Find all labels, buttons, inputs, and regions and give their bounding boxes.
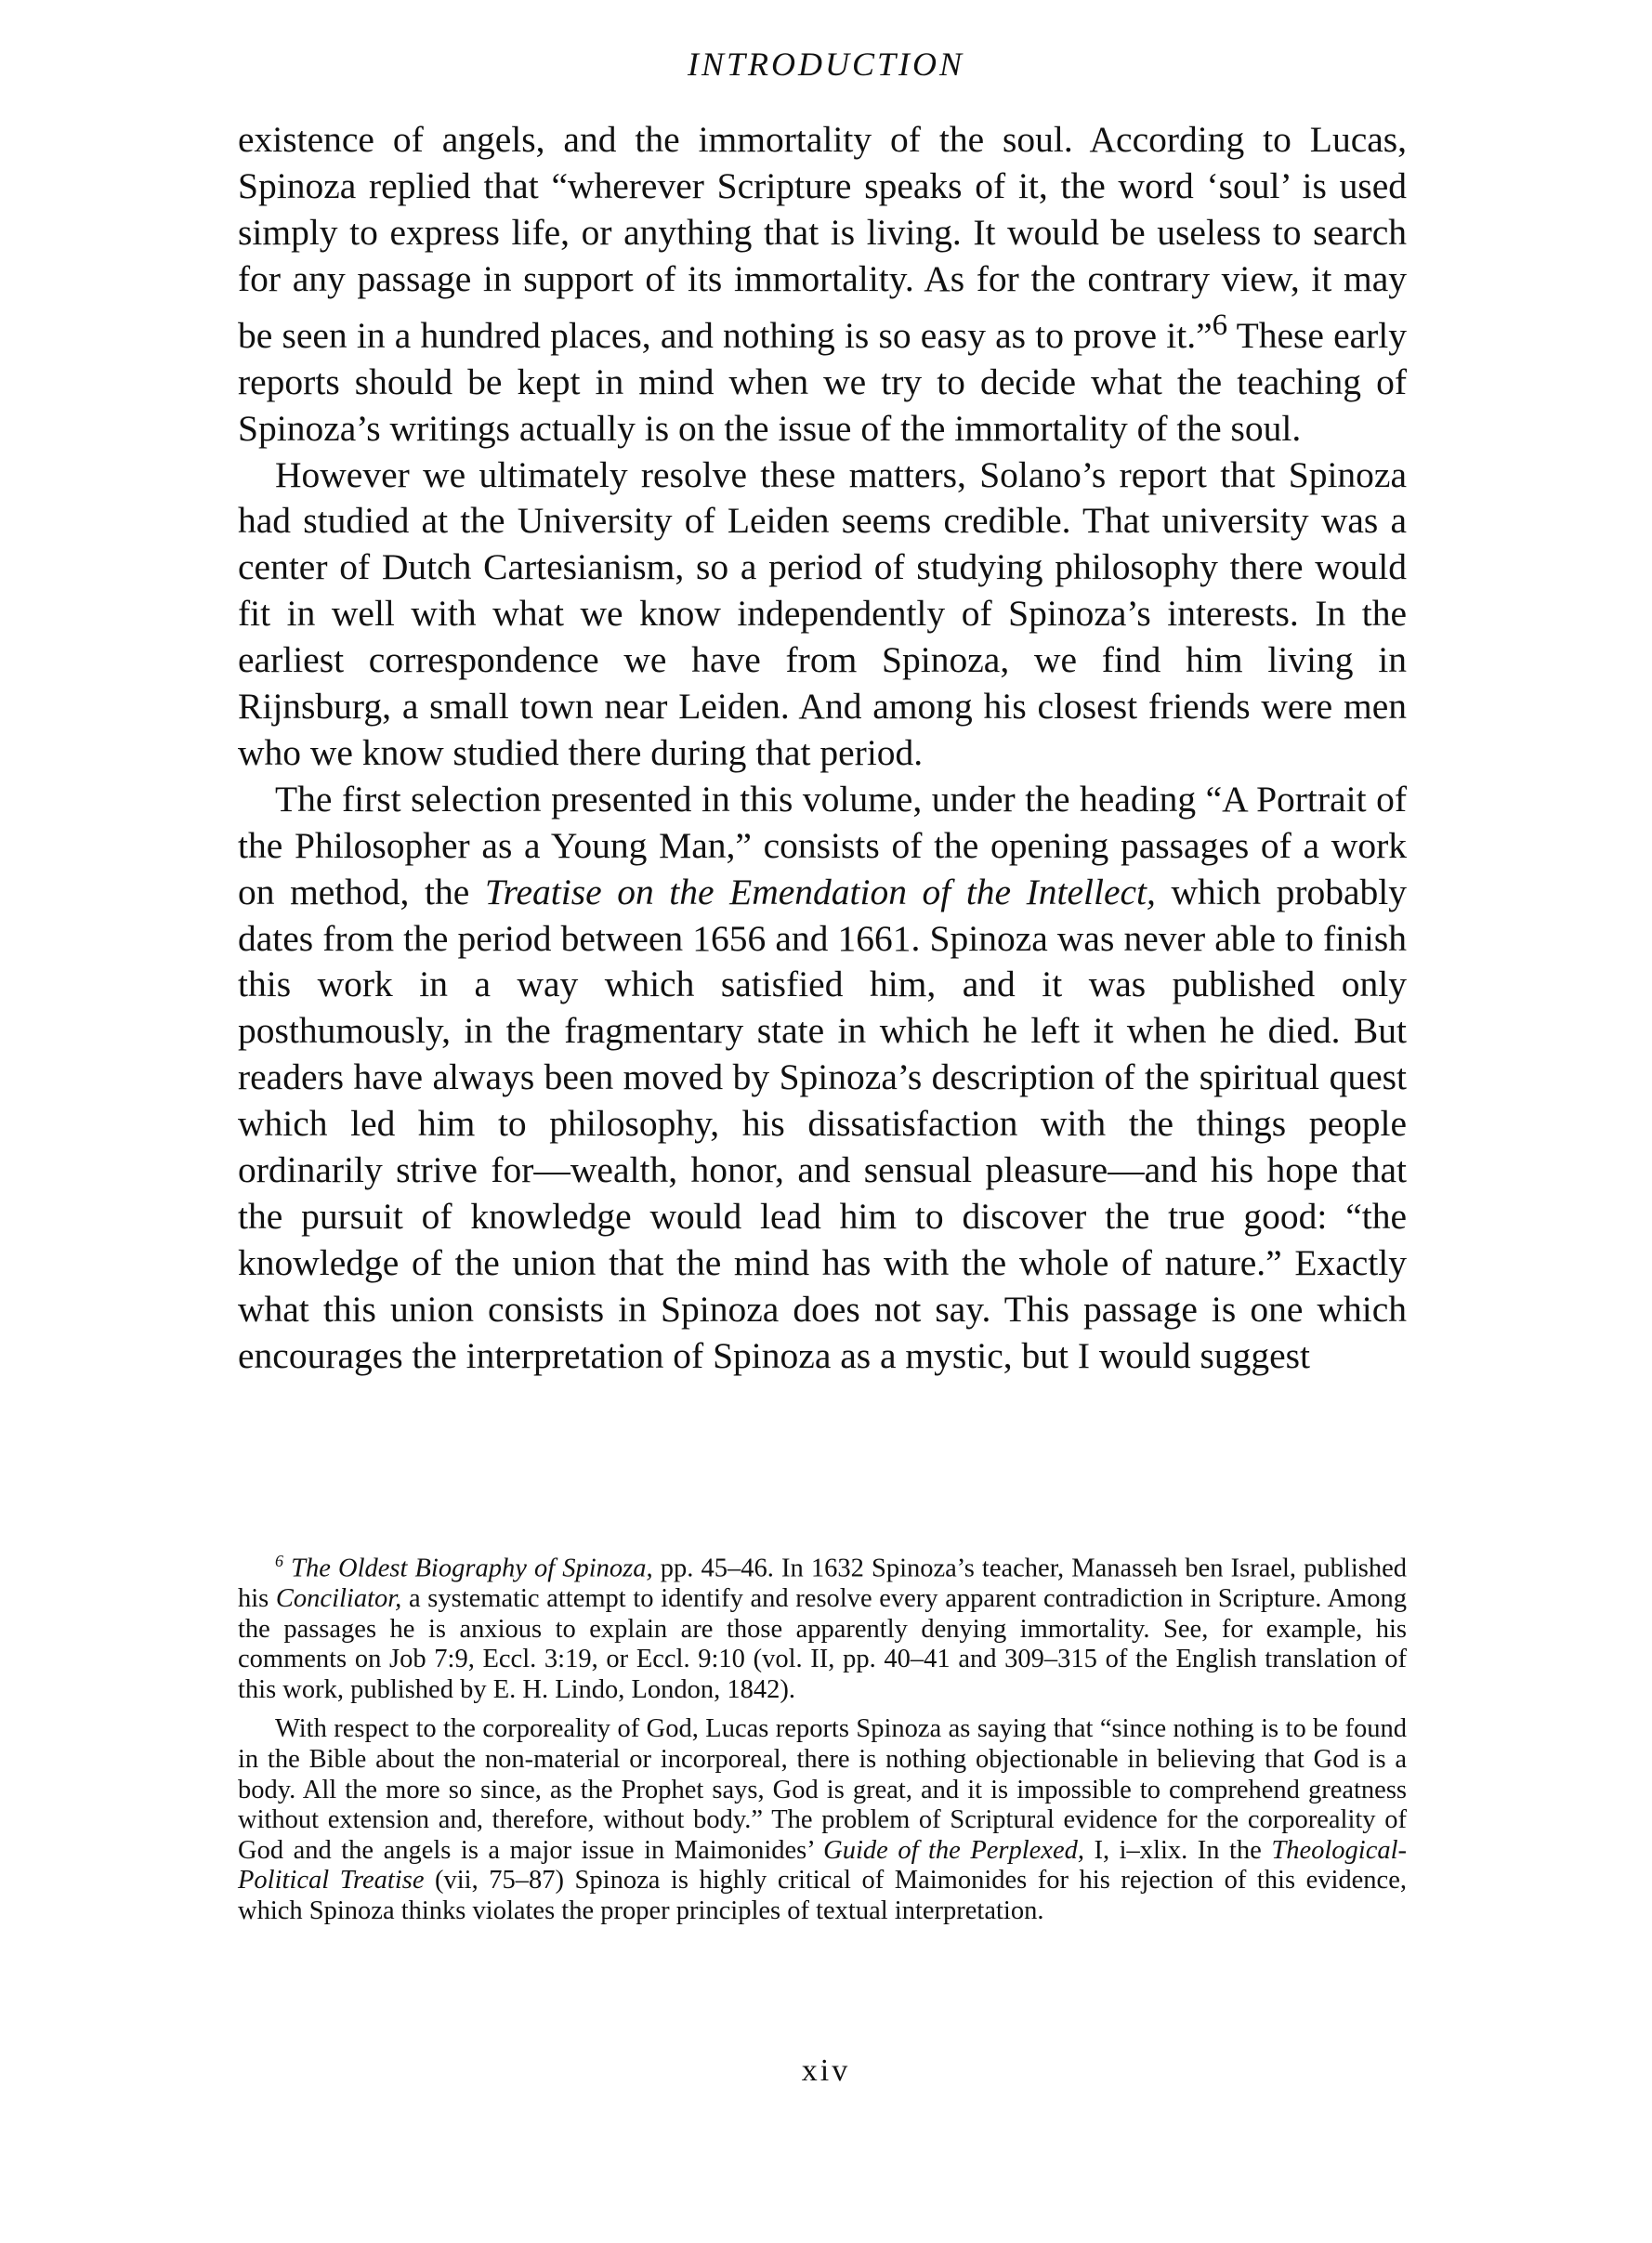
work-title: Treatise on the Emendation of the Intellect, — [484, 871, 1156, 912]
main-text — [238, 117, 1407, 1380]
footnote-6-text-a: pp. 45–46. In 1632 Spinoza’s teacher, Manasseh ben Israel, published his — [238, 1554, 1408, 1614]
footnote-title-treatise: Theological-Political Treatise — [238, 1835, 1408, 1895]
footnote-continuation-text-c: (vii, 75–87) Spinoza is highly critical of Maimonides for his rejection of this evidence, which Spinoza thinks violates the proper principles of textual interpretation. — [238, 1866, 1407, 1926]
footnote-title-guide: Guide of the Perplexed, — [823, 1835, 1084, 1865]
footnotes — [238, 1546, 1407, 1936]
footnote-reference[interactable]: 6 — [1212, 308, 1228, 342]
paragraph-1-text-b: These early reports should be kept in mind when we try to decide what the teaching of Spinoza’s writings actually is on the issue of the immortality of the soul. — [238, 314, 1408, 449]
paragraph-3-text-a: The first selection presented in this volume, under the heading “A Portrait of the Philosopher as a Young Man,” consists of the opening passages of a work on method, the — [238, 778, 1407, 912]
footnote-6-text-b: a systematic attempt to identify and resolve every apparent contradiction in Scripture. Among the passages he is anxious to explain are those apparently denying immortality. See, for example, his comments on Job 7:9, Eccl. 3:19, or Eccl. 9:10 (vol. II, pp. 40–41 and 309–315 of the English translation of this work, published by E. H. Lindo, London, 1842). — [238, 1584, 1407, 1704]
paragraph-1-text-a: existence of angels, and the immortality of the soul. According to Lucas, Spinoza replied that “wherever Scripture speaks of it, the word ‘soul’ is used simply to express life, or anything that is living. It would be useless to search for any passage in support of its immortality. As for the contrary view, it may be seen in a hundred places, and nothing is so easy as to prove it.” — [238, 119, 1407, 356]
footnote-6-continuation — [238, 1714, 1407, 1926]
running-head: INTRODUCTION — [687, 46, 965, 83]
paragraph-2: However we ultimately resolve these matters, Solano’s report that Spinoza had studied at the University of Leiden seems credible. That university was a center of Dutch Cartesianism, so a period of studying philosophy there would fit in well with what we know independently of Spinoza’s interests. In the earliest correspondence we have from Spinoza, we find him living in Rijnsburg, a small town near Leiden. And among his closest friends were men who we know studied there during that period. — [238, 453, 1407, 773]
paragraph-3 — [238, 777, 1407, 1380]
page-number: xiv — [801, 2053, 851, 2088]
paragraph-1 — [238, 117, 1407, 453]
footnote-number: 6 — [275, 1552, 283, 1570]
footnote-continuation-text-a: With respect to the corporeality of God, Lucas reports Spinoza as saying that “since nothing is to be found in the Bible about the non-material or incorporeal, there is nothing objectionable in believing that God is a body. All the more so since, as the Prophet says, God is great, and it is impossible to comprehend greatness without extension and, therefore, without body.” The problem of Scriptural evidence for the corporeality of God and the angels is a major issue in Maimonides’ — [238, 1714, 1407, 1865]
paragraph-3-text-b: which probably dates from the period between 1656 and 1661. Spinoza was never able to finish this work in a way which satisfied him, and it was published only posthumously, in the fragmentary state in which he left it when he died. But readers have always been moved by Spinoza’s description of the spiritual quest which led him to philosophy, his dissatisfaction with the things people ordinarily strive for—wealth, honor, and sensual pleasure—and his hope that the pursuit of knowledge would lead him to discover the true good: “the knowledge of the union that the mind has with the whole of nature.” Exactly what this union consists in Spinoza does not say. This passage is one which encourages the interpretation of Spinoza as a mystic, but I would suggest — [238, 871, 1407, 1376]
footnote-title-conciliator: Conciliator, — [275, 1584, 402, 1614]
footnote-6 — [238, 1546, 1407, 1705]
footnote-continuation-text-b: I, i–xlix. In the — [1083, 1835, 1272, 1865]
footnote-title-oldest-biography: The Oldest Biography of Spinoza, — [291, 1554, 653, 1583]
